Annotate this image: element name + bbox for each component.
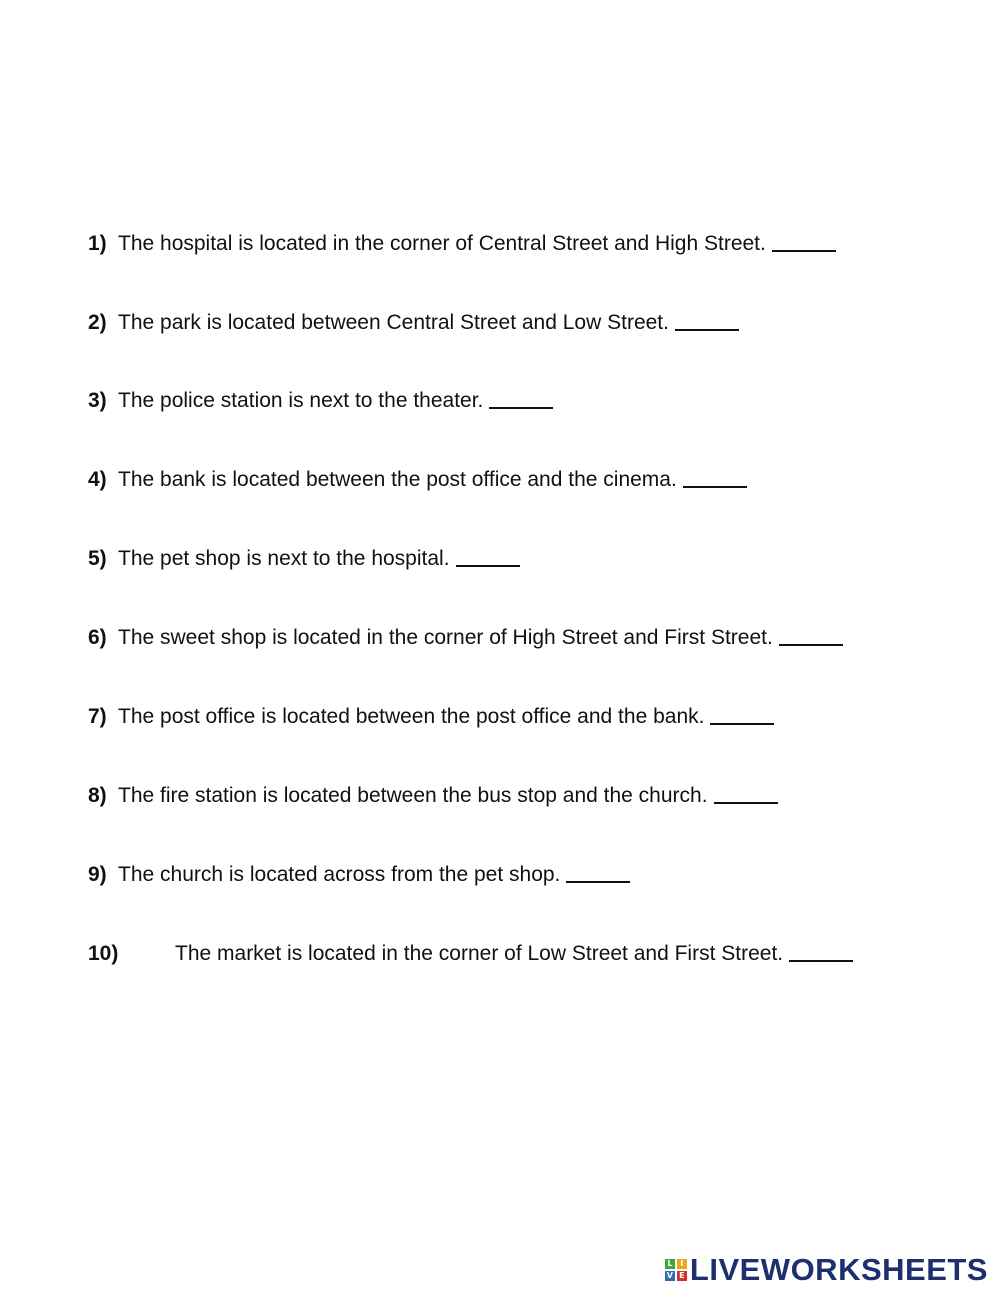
question-text: The park is located between Central Street and Low Street. <box>118 311 669 334</box>
question-1 <box>88 228 836 258</box>
question-3 <box>88 385 553 415</box>
answer-blank-3[interactable] <box>489 387 553 409</box>
question-text: The fire station is located between the bus stop and the church. <box>118 784 708 807</box>
logo-tile: I <box>677 1259 687 1269</box>
question-text: The church is located across from the pet shop. <box>118 863 561 886</box>
question-number: 9) <box>88 863 107 886</box>
liveworksheets-brand <box>665 1253 988 1287</box>
answer-blank-10[interactable] <box>789 940 853 962</box>
question-text: The police station is next to the theater. <box>118 389 484 412</box>
question-7 <box>88 701 774 731</box>
answer-blank-8[interactable] <box>714 782 778 804</box>
question-text: The hospital is located in the corner of Central Street and High Street. <box>118 232 766 255</box>
question-number: 1) <box>88 232 107 255</box>
question-number: 6) <box>88 626 107 649</box>
question-number: 4) <box>88 468 107 491</box>
logo-tile: E <box>677 1271 687 1281</box>
logo-tile: L <box>665 1259 675 1269</box>
question-number: 8) <box>88 784 107 807</box>
question-text: The bank is located between the post office and the cinema. <box>118 468 677 491</box>
brand-name: LIVEWORKSHEETS <box>689 1252 988 1287</box>
question-number: 5) <box>88 547 107 570</box>
liveworksheets-logo-icon <box>665 1259 687 1281</box>
question-8 <box>88 780 778 810</box>
question-text: The sweet shop is located in the corner of High Street and First Street. <box>118 626 773 649</box>
question-9 <box>88 859 630 889</box>
question-4 <box>88 464 747 494</box>
question-5 <box>88 543 520 573</box>
question-text: The post office is located between the post office and the bank. <box>118 705 705 728</box>
answer-blank-1[interactable] <box>772 230 836 252</box>
question-10 <box>88 938 853 968</box>
answer-blank-6[interactable] <box>779 624 843 646</box>
question-number: 10) <box>88 942 119 965</box>
answer-blank-4[interactable] <box>683 466 747 488</box>
answer-blank-7[interactable] <box>710 703 774 725</box>
answer-blank-2[interactable] <box>675 309 739 331</box>
answer-blank-9[interactable] <box>566 861 630 883</box>
question-text: The market is located in the corner of Low Street and First Street. <box>175 942 784 965</box>
answer-blank-5[interactable] <box>456 545 520 567</box>
logo-tile: V <box>666 1271 673 1280</box>
question-number: 2) <box>88 311 107 334</box>
question-6 <box>88 622 843 652</box>
question-2 <box>88 307 739 337</box>
question-text: The pet shop is next to the hospital. <box>118 547 450 570</box>
question-number: 7) <box>88 705 107 728</box>
question-number: 3) <box>88 389 107 412</box>
